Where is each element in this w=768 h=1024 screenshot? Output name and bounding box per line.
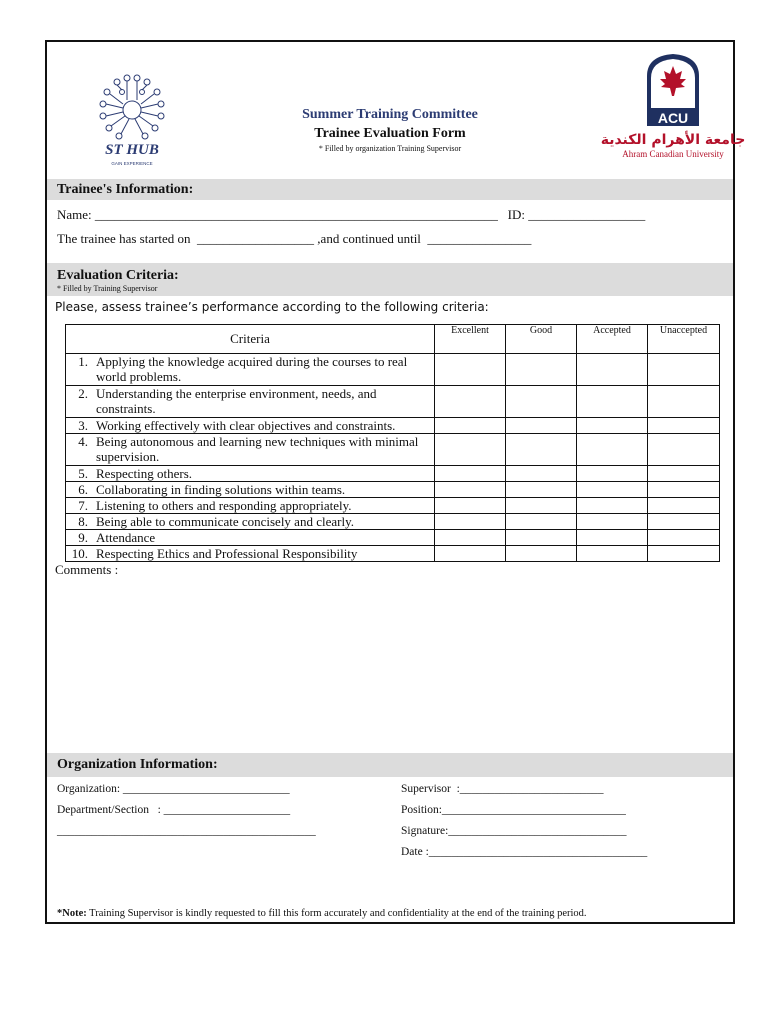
criteria-cell: 5. Respecting others.: [66, 466, 435, 482]
accepted-rating-cell[interactable]: [577, 546, 648, 562]
criteria-cell: 1. Applying the knowledge acquired during the courses to real world problems.: [66, 354, 435, 386]
svg-text:Ahram Canadian University: Ahram Canadian University: [622, 149, 724, 159]
criteria-column-header: Criteria: [66, 325, 435, 354]
extra-blank-line[interactable]: _____________________________________________: [57, 825, 316, 837]
good-rating-cell[interactable]: [506, 498, 577, 514]
criteria-cell: 7. Listening to others and responding appropriately.: [66, 498, 435, 514]
name-id-field-line[interactable]: Name: ______________________________________________________________ ID: __________________: [57, 207, 646, 222]
svg-text:ST HUB: ST HUB: [105, 142, 159, 158]
criteria-row: [66, 354, 720, 386]
good-rating-cell[interactable]: [506, 482, 577, 498]
good-rating-cell[interactable]: [506, 530, 577, 546]
good-rating-cell[interactable]: [506, 418, 577, 434]
accepted-rating-cell[interactable]: [577, 466, 648, 482]
evaluation-subnote: * Filled by Training Supervisor: [57, 284, 158, 293]
criteria-row: [66, 434, 720, 466]
good-rating-cell[interactable]: [506, 434, 577, 466]
criteria-row: [66, 386, 720, 418]
accepted-rating-cell[interactable]: [577, 418, 648, 434]
unaccepted-rating-cell[interactable]: [648, 354, 720, 386]
unaccepted-rating-cell[interactable]: [648, 546, 720, 562]
criteria-cell: 8. Being able to communicate concisely and clearly.: [66, 514, 435, 530]
criteria-row: [66, 498, 720, 514]
trainee-info-heading: Trainee's Information:: [47, 179, 733, 200]
organization-info-heading: Organization Information:: [47, 753, 733, 777]
accepted-rating-cell[interactable]: [577, 482, 648, 498]
accepted-rating-cell[interactable]: [577, 530, 648, 546]
excellent-rating-cell[interactable]: [435, 418, 506, 434]
criteria-row: [66, 466, 720, 482]
excellent-rating-cell[interactable]: [435, 514, 506, 530]
unaccepted-column-header: Unaccepted: [648, 325, 720, 354]
excellent-rating-cell[interactable]: [435, 546, 506, 562]
supervisor-field-line[interactable]: Supervisor :_________________________: [401, 783, 604, 795]
excellent-rating-cell[interactable]: [435, 386, 506, 418]
comments-label[interactable]: Comments :: [55, 562, 119, 577]
signature-field-line[interactable]: Signature:_______________________________: [401, 825, 627, 837]
excellent-column-header: Excellent: [435, 325, 506, 354]
criteria-cell: 4. Being autonomous and learning new techniques with minimal supervision.: [66, 434, 435, 466]
criteria-header-row: [66, 325, 720, 354]
organization-field-line[interactable]: Organization: _____________________________: [57, 783, 290, 795]
excellent-rating-cell[interactable]: [435, 482, 506, 498]
unaccepted-rating-cell[interactable]: [648, 482, 720, 498]
unaccepted-rating-cell[interactable]: [648, 498, 720, 514]
good-rating-cell[interactable]: [506, 386, 577, 418]
criteria-row: [66, 482, 720, 498]
svg-text:GAIN EXPERIENCE: GAIN EXPERIENCE: [111, 161, 153, 166]
date-field-line[interactable]: Date :______________________________________: [401, 846, 648, 858]
criteria-cell: 9. Attendance: [66, 530, 435, 546]
accepted-rating-cell[interactable]: [577, 514, 648, 530]
good-rating-cell[interactable]: [506, 466, 577, 482]
excellent-rating-cell[interactable]: [435, 434, 506, 466]
evaluation-form-page: [45, 40, 746, 924]
evaluation-criteria-heading: [47, 263, 733, 296]
accepted-rating-cell[interactable]: [577, 434, 648, 466]
training-dates-field-line[interactable]: The trainee has started on __________________ ,and continued until ________________: [57, 231, 532, 246]
good-rating-cell[interactable]: [506, 354, 577, 386]
criteria-row: [66, 530, 720, 546]
accepted-rating-cell[interactable]: [577, 498, 648, 514]
assessment-instruction: Please, assess trainee’s performance according to the following criteria:: [55, 300, 489, 314]
excellent-rating-cell[interactable]: [435, 498, 506, 514]
good-rating-cell[interactable]: [506, 514, 577, 530]
excellent-rating-cell[interactable]: [435, 466, 506, 482]
excellent-rating-cell[interactable]: [435, 354, 506, 386]
criteria-cell: 6. Collaborating in finding solutions within teams.: [66, 482, 435, 498]
note-label: *Note:: [57, 908, 87, 919]
position-field-line[interactable]: Position:________________________________: [401, 804, 626, 816]
footer-note: [57, 908, 587, 919]
form-title: Trainee Evaluation Form: [314, 126, 466, 141]
criteria-cell: 3. Working effectively with clear objectives and constraints.: [66, 418, 435, 434]
excellent-rating-cell[interactable]: [435, 530, 506, 546]
unaccepted-rating-cell[interactable]: [648, 514, 720, 530]
unaccepted-rating-cell[interactable]: [648, 386, 720, 418]
good-rating-cell[interactable]: [506, 546, 577, 562]
criteria-row: [66, 514, 720, 530]
accepted-column-header: Accepted: [577, 325, 648, 354]
evaluation-heading-text: Evaluation Criteria:: [57, 268, 179, 283]
department-field-line[interactable]: Department/Section : ______________________: [57, 804, 291, 816]
criteria-table: [65, 324, 720, 562]
unaccepted-rating-cell[interactable]: [648, 418, 720, 434]
filled-by-note: * Filled by organization Training Supervisor: [318, 144, 462, 153]
criteria-row: [66, 418, 720, 434]
unaccepted-rating-cell[interactable]: [648, 530, 720, 546]
criteria-cell: 2. Understanding the enterprise environment, needs, and constraints.: [66, 386, 435, 418]
unaccepted-rating-cell[interactable]: [648, 434, 720, 466]
svg-text:جامعة الأهرام الكندية: جامعة الأهرام الكندية: [600, 132, 746, 148]
committee-title: Summer Training Committee: [302, 107, 478, 122]
acu-logo: [600, 52, 746, 162]
criteria-row: [66, 546, 720, 562]
svg-text:ACU: ACU: [657, 110, 689, 126]
criteria-cell: 10. Respecting Ethics and Professional Responsibility: [66, 546, 435, 562]
accepted-rating-cell[interactable]: [577, 386, 648, 418]
accepted-rating-cell[interactable]: [577, 354, 648, 386]
good-column-header: Good: [506, 325, 577, 354]
unaccepted-rating-cell[interactable]: [648, 466, 720, 482]
note-text: Training Supervisor is kindly requested to fill this form accurately and confidentiality at the end of the training period.: [86, 908, 587, 919]
